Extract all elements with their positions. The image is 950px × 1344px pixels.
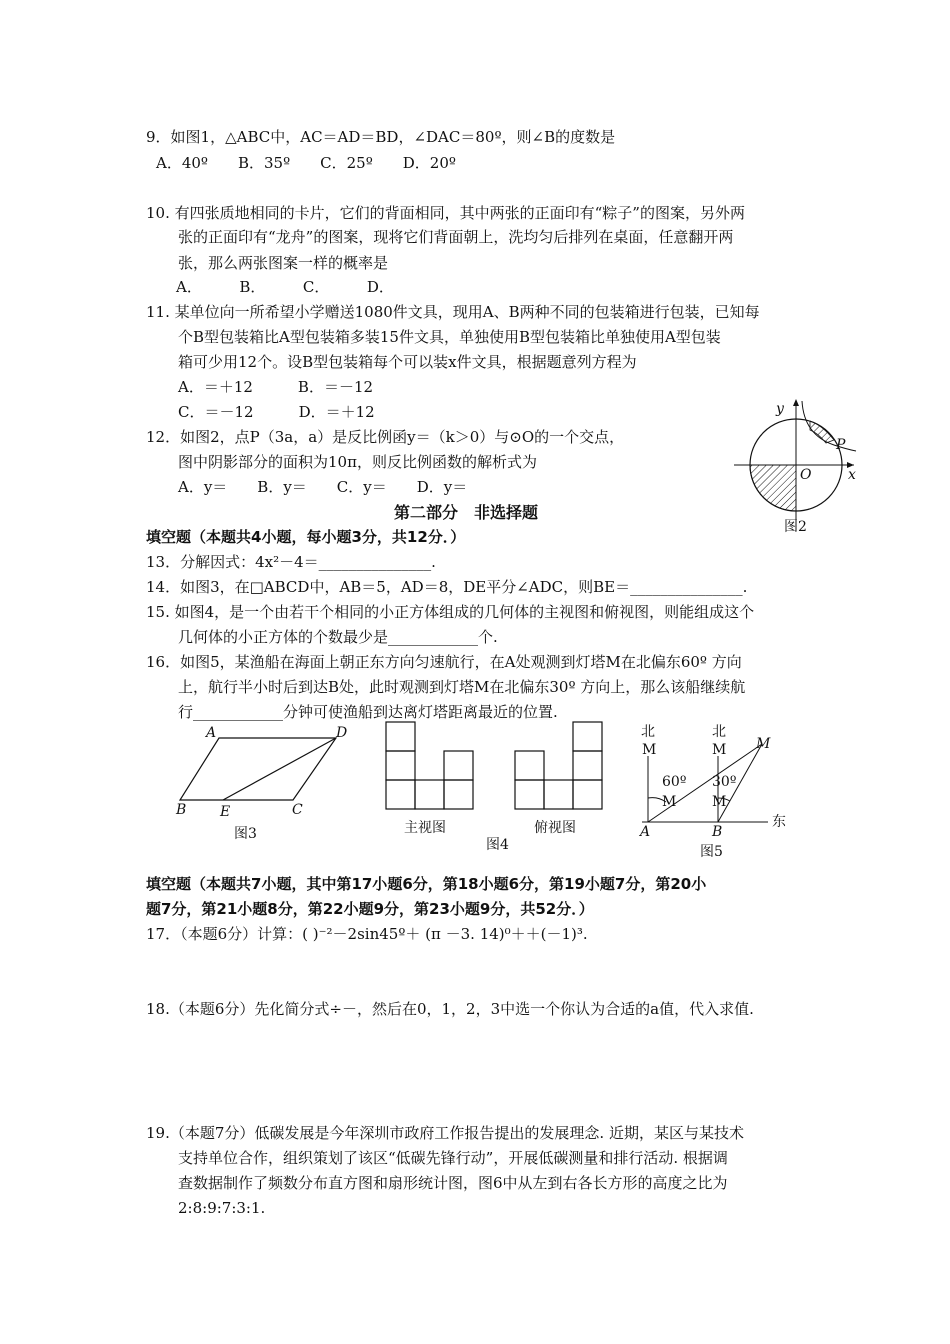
fig2-caption: 图2 — [784, 519, 807, 535]
fig5-ma-2: M — [712, 794, 727, 810]
figure-4 — [380, 718, 610, 858]
q14: 14．如图3，在□ABCD中，AB＝5，AD＝8，DE平分∠ADC，则BE＝_______________. — [146, 578, 748, 596]
fig5-label-m: M — [756, 736, 771, 752]
fig4-caption: 图4 — [486, 837, 509, 853]
fig2-label-p: P — [836, 437, 846, 453]
q9-options: A．40º B．35º C．25º D．20º — [156, 154, 456, 172]
fig5-caption: 图5 — [700, 844, 723, 860]
q9-stem: 9．如图1，△ABC中，AC＝AD＝BD，∠DAC＝80º，则∠B的度数是 — [146, 128, 616, 146]
fig2-label-x: x — [848, 467, 856, 483]
fig5-m-1: M — [642, 742, 657, 758]
fig3-label-d: D — [336, 725, 348, 741]
fig5-ma-1: M — [662, 794, 677, 810]
q11-line3: 箱可少用12个。设B型包装箱每个可以装x件文具，根据题意列方程为 — [178, 353, 637, 371]
q16-line2: 上，航行半小时后到达B处，此时观测到灯塔M在北偏东30º 方向上，那么该船继续航 — [178, 678, 746, 696]
fig3-label-c: C — [292, 802, 303, 818]
q10-line3: 张，那么两张图案一样的概率是 — [178, 254, 389, 272]
q19-line4: 2:8:9:7:3:1. — [178, 1199, 266, 1217]
fig3-label-a: A — [206, 725, 217, 741]
fig3-caption: 图3 — [234, 826, 257, 842]
fig4-top-label: 俯视图 — [534, 820, 576, 836]
answer-section-header-1: 填空题（本题共7小题，其中第17小题6分，第18小题6分，第19小题7分，第20小 — [146, 875, 707, 893]
figure-5 — [636, 720, 806, 865]
fig5-north-1: 北 — [641, 724, 655, 740]
q19-line3: 查数据制作了频数分布直方图和扇形统计图，图6中从左到右各长方形的高度之比为 — [178, 1174, 728, 1192]
fig3-label-e: E — [220, 804, 231, 820]
q19-line1: 19.（本题7分）低碳发展是今年深圳市政府工作报告提出的发展理念. 近期，某区与某技术 — [146, 1124, 744, 1142]
q16-line1: 16．如图5，某渔船在海面上朝正东方向匀速航行，在A处观测到灯塔M在北偏东60º 方向 — [146, 653, 742, 671]
part2-title: 第二部分 非选择题 — [394, 503, 539, 522]
q15-line2: 几何体的小正方体的个数最少是____________个. — [178, 628, 498, 646]
q10-options: A． B． C． D． — [176, 278, 394, 296]
figure-2 — [730, 395, 860, 545]
q12-line2: 图中阴影部分的面积为10π，则反比例函数的解析式为 — [178, 453, 537, 471]
q11-line1: 11. 某单位向一所希望小学赠送1080件文具，现用A、B两种不同的包装箱进行包装，已知每 — [146, 303, 760, 321]
q10-line2: 张的正面印有“龙舟”的图案，现将它们背面朝上，洗均匀后排列在桌面，任意翻开两 — [178, 228, 734, 246]
fig2-label-y: y — [776, 401, 784, 417]
q17: 17．（本题6分）计算：( )⁻²－2sin45º＋ (π －3. 14)⁰＋＋(－1)³. — [146, 925, 588, 943]
fig5-angle-30: 30º — [712, 774, 737, 790]
fig5-north-2: 北 — [712, 724, 726, 740]
figure-3 — [170, 722, 360, 847]
fig5-m-2: M — [712, 742, 727, 758]
q13: 13．分解因式：4x²－4＝_______________. — [146, 553, 436, 571]
q19-line2: 支持单位合作，组织策划了该区“低碳先锋行动”，开展低碳测量和排行活动. 根据调 — [178, 1149, 728, 1167]
q12-line1: 12．如图2，点P（3a，a）是反比例函y＝（k＞0）与⊙O的一个交点， — [146, 428, 625, 446]
fig5-label-b: B — [712, 824, 723, 840]
q12-options: A．y＝ B．y＝ C．y＝ D．y＝ — [178, 478, 468, 496]
fig3-label-b: B — [176, 802, 187, 818]
q10-line1: 10. 有四张质地相同的卡片，它们的背面相同，其中两张的正面印有“粽子”的图案，另外两 — [146, 204, 745, 222]
fig4-front-label: 主视图 — [404, 820, 446, 836]
q11-line2: 个B型包装箱比A型包装箱多装15件文具，单独使用B型包装箱比单独使用A型包装 — [178, 328, 721, 346]
q11-options-ab: A．＝＋12 B．＝－12 — [178, 378, 374, 396]
fig5-east: 东 — [772, 814, 786, 830]
q11-options-cd: C．＝－12 D．＝＋12 — [178, 403, 375, 421]
fig5-angle-60: 60º — [662, 774, 687, 790]
fig2-label-o: O — [800, 467, 812, 483]
fill-section-header: 填空题（本题共4小题，每小题3分，共12分．） — [146, 528, 466, 546]
q16-line3: 行____________分钟可使渔船到达离灯塔距离最近的位置. — [178, 703, 558, 721]
q15-line1: 15. 如图4，是一个由若干个相同的小正方体组成的几何体的主视图和俯视图，则能组成这个 — [146, 603, 755, 621]
answer-section-header-2: 题7分，第21小题8分，第22小题9分，第23小题9分，共52分．） — [146, 900, 594, 918]
fig5-label-a: A — [640, 824, 651, 840]
q18: 18.（本题6分）先化简分式÷－，然后在0，1，2，3中选一个你认为合适的a值，代入求值. — [146, 1000, 754, 1018]
